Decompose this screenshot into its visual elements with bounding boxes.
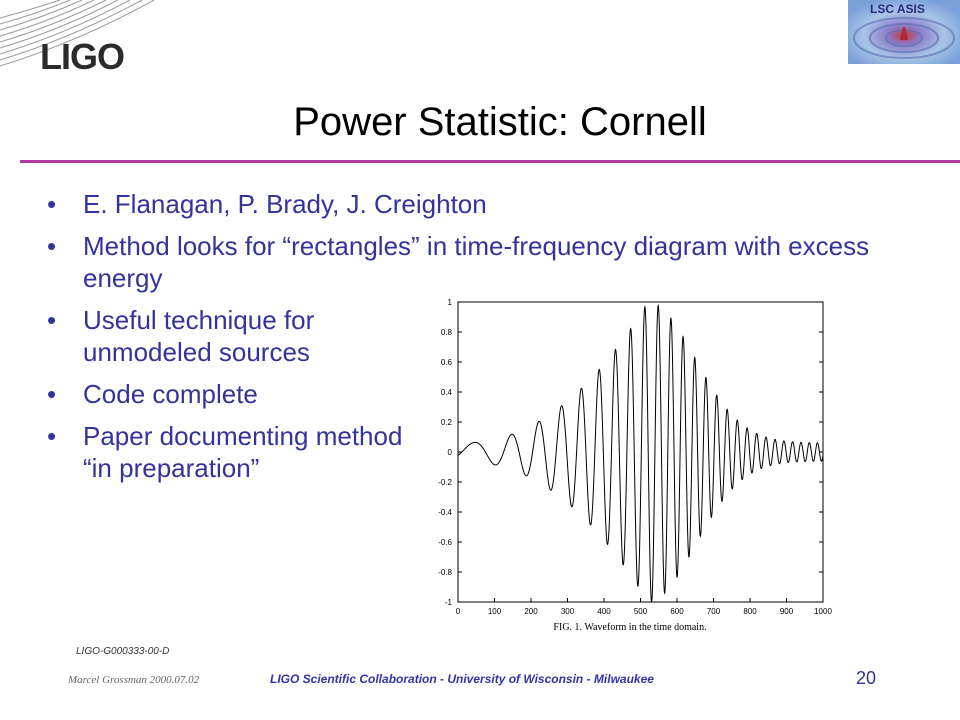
y-tick-label: 0.4 xyxy=(440,388,452,397)
bullet-item xyxy=(45,378,403,410)
footer-center-text: LIGO Scientific Collaboration - University of Wisconsin - Milwaukee xyxy=(270,672,654,686)
lsc-asis-label: LSC ASIS xyxy=(870,2,925,16)
bullet-dot-icon: • xyxy=(47,189,57,219)
x-tick-label: 100 xyxy=(487,607,502,616)
bullet-item xyxy=(45,188,903,220)
y-tick-label: -0.8 xyxy=(438,568,452,577)
bullet-text: Useful technique for unmodeled sources xyxy=(83,305,315,367)
x-tick-label: 200 xyxy=(524,607,538,616)
x-tick-label: 1000 xyxy=(814,607,832,616)
x-axis xyxy=(456,598,833,616)
page-number: 20 xyxy=(856,668,877,688)
bullet-dot-icon: • xyxy=(47,379,57,409)
y-tick-label: 0.2 xyxy=(440,418,452,427)
y-tick-label: -1 xyxy=(444,598,452,607)
x-tick-label: 0 xyxy=(455,607,461,616)
bullet-text: Method looks for “rectangles” in time-frequency diagram with excess energy xyxy=(83,231,870,293)
x-tick-label: 300 xyxy=(560,607,575,616)
bullet-dot-icon: • xyxy=(47,231,57,261)
bullet-text: Code complete xyxy=(83,379,258,409)
x-tick-label: 700 xyxy=(706,607,721,616)
y-tick-label: 0.8 xyxy=(440,328,452,337)
x-tick-label: 900 xyxy=(779,607,794,616)
waveform-line xyxy=(458,305,823,601)
y-axis xyxy=(438,298,823,607)
bullet-item xyxy=(45,230,903,294)
y-tick-label: 1 xyxy=(447,298,452,307)
slide-title: Power Statistic: Cornell xyxy=(293,100,707,144)
bullet-text: Paper documenting method “in preparation” xyxy=(83,421,403,483)
x-tick-label: 800 xyxy=(743,607,757,616)
y-tick-label: -0.4 xyxy=(438,508,452,517)
bullet-text: E. Flanagan, P. Brady, J. Creighton xyxy=(83,189,487,219)
x-tick-label: 400 xyxy=(597,607,611,616)
x-tick-label: 500 xyxy=(633,607,648,616)
bullet-dot-icon: • xyxy=(47,421,57,451)
footer-left-text: Marcel Grossman 2000.07.02 xyxy=(68,674,200,686)
y-tick-label: 0 xyxy=(447,448,452,457)
figure-caption: FIG. 1. Waveform in the time domain. xyxy=(553,622,707,633)
x-tick-label: 600 xyxy=(670,607,684,616)
y-tick-label: -0.6 xyxy=(438,538,452,547)
waveform-chart xyxy=(420,290,840,635)
y-tick-label: -0.2 xyxy=(438,478,452,487)
bullet-dot-icon: • xyxy=(47,305,57,335)
title-divider xyxy=(20,160,960,163)
document-id: LIGO-G000333-00-D xyxy=(76,646,170,657)
y-tick-label: 0.6 xyxy=(440,358,452,367)
bullet-item xyxy=(45,304,373,368)
ligo-logo-text: LIGO xyxy=(40,36,124,77)
bullet-item xyxy=(45,420,413,484)
